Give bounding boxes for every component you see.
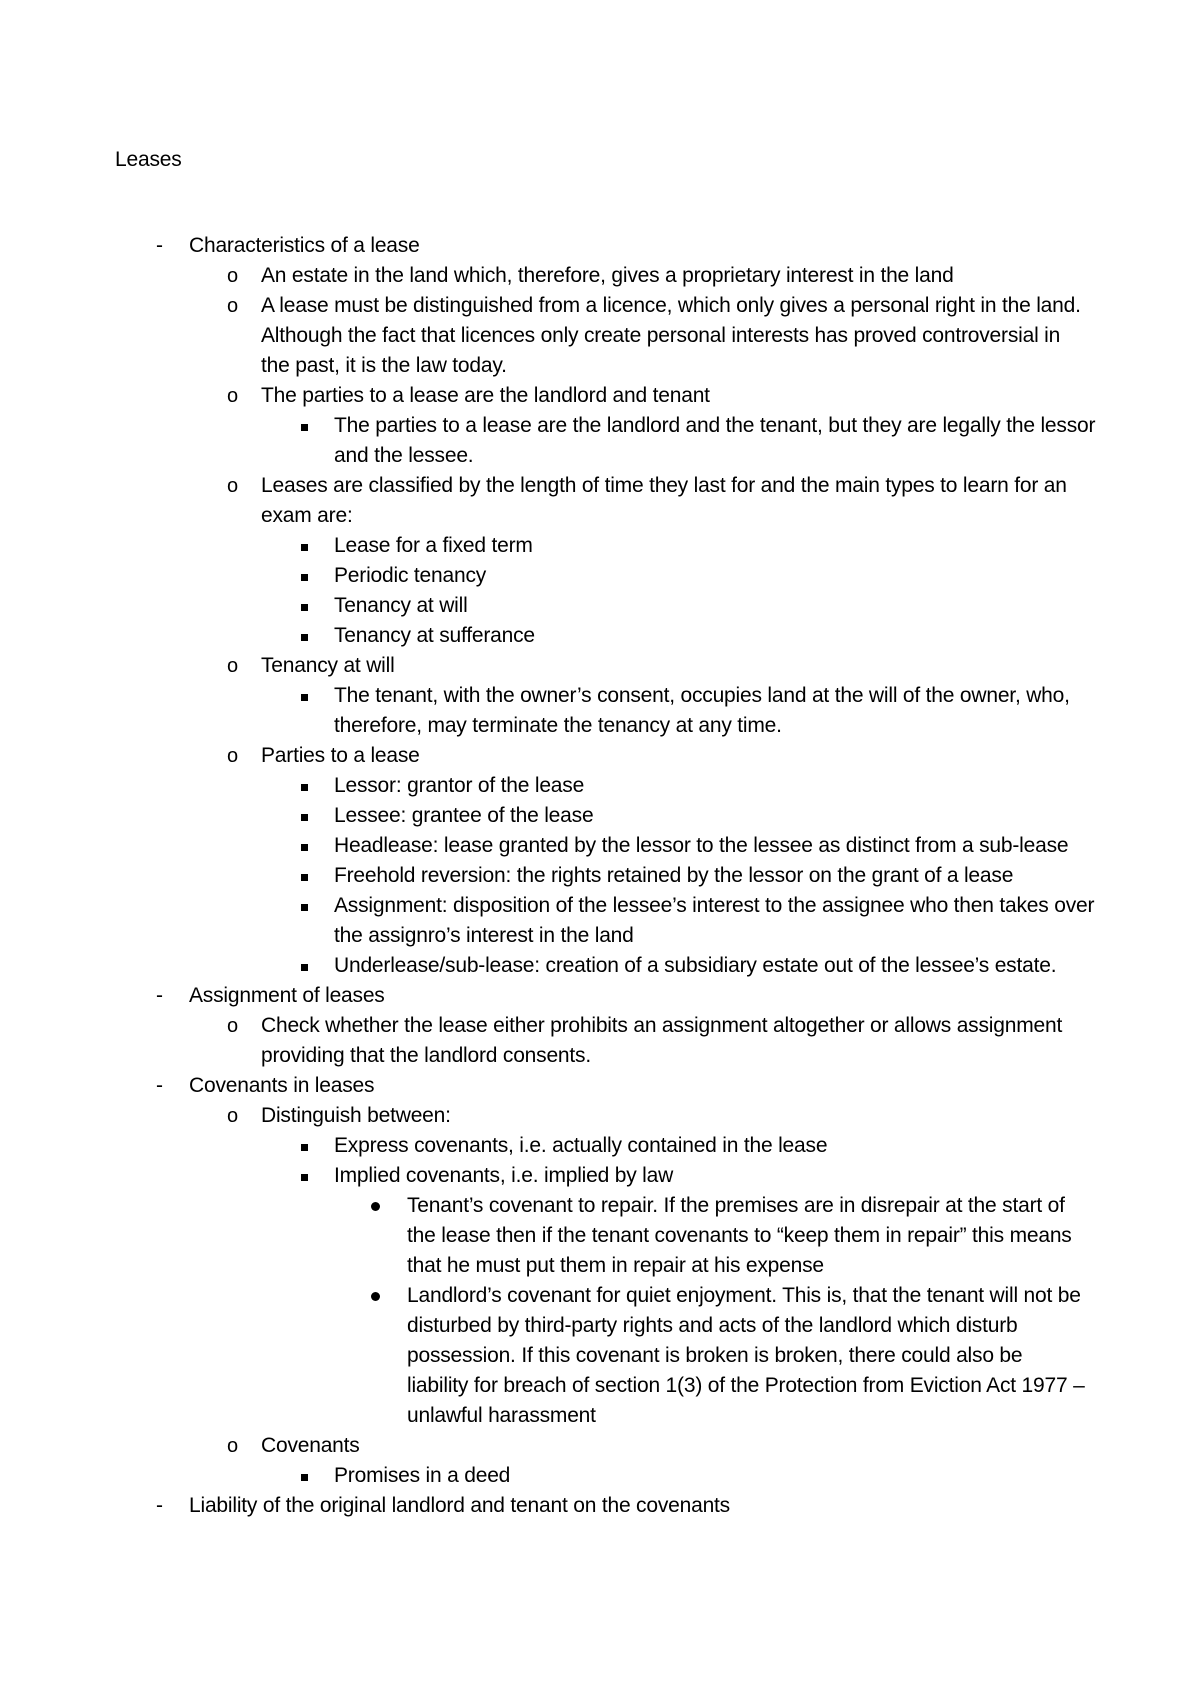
outline-item-level-2 (0, 1011, 1200, 1071)
outline-item-level-2 (0, 291, 1200, 381)
outline-item-level-3 (0, 1461, 1200, 1491)
outline-item-text: A lease must be distinguished from a licence, which only gives a personal right in the land. Although the fact that licences only create personal interests has proved controversial in the past, it is the law today. (261, 294, 1081, 377)
outline-item-text: Landlord’s covenant for quiet enjoyment. This is, that the tenant will not be disturbed by third-party rights and acts of the landlord which disturb possession. If this covenant is broken is broken, there could also be liability for breach of section 1(3) of the Protection from Eviction Act 1977 – unlawful harassment (407, 1284, 1085, 1427)
square-bullet-icon (301, 904, 308, 911)
square-bullet-icon (301, 694, 308, 701)
outline-item-level-3 (0, 531, 1200, 561)
square-bullet-icon (301, 574, 308, 581)
square-bullet-icon (301, 1174, 308, 1181)
outline-item-level-1 (0, 981, 1200, 1011)
outline-item-level-3 (0, 771, 1200, 801)
circle-bullet: o (227, 745, 238, 767)
outline-item-level-2 (0, 651, 1200, 681)
outline-item-text: Promises in a deed (334, 1464, 511, 1487)
square-bullet-icon (301, 874, 308, 881)
outline-item-text: Assignment: disposition of the lessee’s interest to the assignee who then takes over the assignro’s interest in the land (334, 894, 1095, 947)
outline-item-text: Implied covenants, i.e. implied by law (334, 1164, 674, 1187)
outline-item-text: Liability of the original landlord and tenant on the covenants (189, 1494, 730, 1517)
outline-item-text: Tenant’s covenant to repair. If the premises are in disrepair at the start of the lease then if the tenant covenants to “keep them in repair” this means that he must put them in repair at his expense (407, 1194, 1072, 1277)
square-bullet-icon (301, 964, 308, 971)
outline-item-level-2 (0, 1101, 1200, 1131)
outline-item-level-4 (0, 1281, 1200, 1431)
outline-item-text: Distinguish between: (261, 1104, 451, 1127)
outline-item-text: Lessor: grantor of the lease (334, 774, 585, 797)
outline-item-text: Express covenants, i.e. actually contained in the lease (334, 1134, 828, 1157)
dash-bullet: - (156, 1074, 163, 1097)
square-bullet-icon (301, 544, 308, 551)
outline-item-text: Tenancy at sufferance (334, 624, 535, 647)
outline-item-text: The parties to a lease are the landlord and tenant (261, 384, 710, 407)
outline-item-text: Covenants in leases (189, 1074, 375, 1097)
circle-bullet: o (227, 385, 238, 407)
outline-item-text: Periodic tenancy (334, 564, 487, 587)
dash-bullet: - (156, 234, 163, 257)
circle-bullet: o (227, 265, 238, 287)
circle-bullet: o (227, 1435, 238, 1457)
square-bullet-icon (301, 784, 308, 791)
square-bullet-icon (301, 604, 308, 611)
outline-item-text: The tenant, with the owner’s consent, occupies land at the will of the owner, who, therefore, may terminate the tenancy at any time. (334, 684, 1070, 737)
outline-item-text: Characteristics of a lease (189, 234, 420, 257)
outline-item-level-4 (0, 1191, 1200, 1281)
document-title: Leases (115, 148, 182, 171)
outline-item-level-3 (0, 621, 1200, 651)
outline-item-text: An estate in the land which, therefore, gives a proprietary interest in the land (261, 264, 954, 287)
outline-item-level-3 (0, 591, 1200, 621)
outline-item-level-3 (0, 831, 1200, 861)
outline-item-level-2 (0, 471, 1200, 531)
outline-item-level-3 (0, 411, 1200, 471)
circle-bullet: o (227, 655, 238, 677)
outline-item-text: Freehold reversion: the rights retained by the lessor on the grant of a lease (334, 864, 1014, 887)
square-bullet-icon (301, 1144, 308, 1151)
round-bullet-icon (371, 1292, 380, 1301)
square-bullet-icon (301, 1474, 308, 1481)
outline-item-level-3 (0, 861, 1200, 891)
dash-bullet: - (156, 1494, 163, 1517)
outline-item-level-1 (0, 231, 1200, 261)
outline-item-text: The parties to a lease are the landlord and the tenant, but they are legally the lessor and the lessee. (334, 414, 1096, 467)
circle-bullet: o (227, 1105, 238, 1127)
outline-list (0, 231, 1200, 1521)
outline-item-level-1 (0, 1491, 1200, 1521)
outline-item-level-2 (0, 1431, 1200, 1461)
outline-item-text: Leases are classified by the length of time they last for and the main types to learn for an exam are: (261, 474, 1067, 527)
outline-item-level-3 (0, 1131, 1200, 1161)
outline-item-text: Lease for a fixed term (334, 534, 533, 557)
circle-bullet: o (227, 1015, 238, 1037)
outline-item-level-3 (0, 681, 1200, 741)
outline-item-level-3 (0, 891, 1200, 951)
outline-item-text: Tenancy at will (261, 654, 395, 677)
outline-item-level-2 (0, 381, 1200, 411)
outline-item-text: Assignment of leases (189, 984, 385, 1007)
square-bullet-icon (301, 424, 308, 431)
circle-bullet: o (227, 295, 238, 317)
outline-item-text: Underlease/sub-lease: creation of a subsidiary estate out of the lessee’s estate. (334, 954, 1057, 977)
outline-item-level-2 (0, 741, 1200, 771)
outline-item-text: Tenancy at will (334, 594, 468, 617)
square-bullet-icon (301, 634, 308, 641)
outline-item-text: Headlease: lease granted by the lessor to the lessee as distinct from a sub-lease (334, 834, 1069, 857)
outline-item-text: Check whether the lease either prohibits an assignment altogether or allows assignment providing that the landlord consents. (261, 1014, 1063, 1067)
round-bullet-icon (371, 1202, 380, 1211)
outline-item-level-2 (0, 261, 1200, 291)
square-bullet-icon (301, 814, 308, 821)
dash-bullet: - (156, 984, 163, 1007)
outline-item-level-3 (0, 801, 1200, 831)
square-bullet-icon (301, 844, 308, 851)
outline-item-text: Lessee: grantee of the lease (334, 804, 594, 827)
circle-bullet: o (227, 475, 238, 497)
outline-item-text: Parties to a lease (261, 744, 420, 767)
outline-item-level-1 (0, 1071, 1200, 1101)
outline-item-text: Covenants (261, 1434, 360, 1457)
outline-item-level-3 (0, 1161, 1200, 1191)
outline-item-level-3 (0, 561, 1200, 591)
outline-item-level-3 (0, 951, 1200, 981)
